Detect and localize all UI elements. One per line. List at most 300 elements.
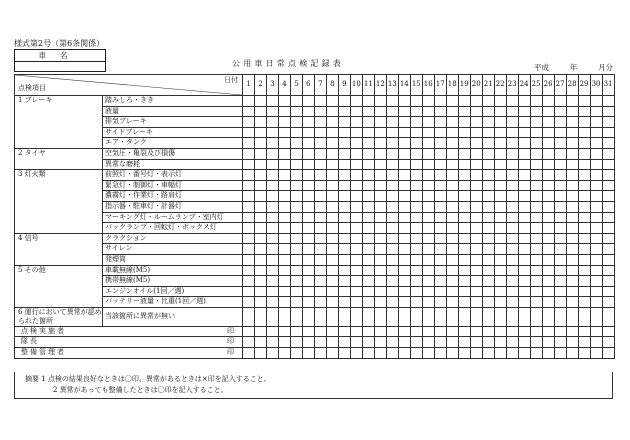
check-cell[interactable] xyxy=(554,191,566,202)
signature-cell[interactable] xyxy=(386,326,398,337)
check-cell[interactable] xyxy=(578,265,590,276)
check-cell[interactable] xyxy=(542,212,554,223)
check-cell[interactable] xyxy=(470,265,482,276)
check-cell[interactable] xyxy=(362,265,374,276)
signature-cell[interactable] xyxy=(434,348,446,359)
check-cell[interactable] xyxy=(458,244,470,255)
check-cell[interactable] xyxy=(434,170,446,181)
check-cell[interactable] xyxy=(266,276,278,287)
check-cell[interactable] xyxy=(482,223,494,234)
check-cell[interactable] xyxy=(578,212,590,223)
check-cell[interactable] xyxy=(254,106,266,117)
check-cell[interactable] xyxy=(458,180,470,191)
check-cell[interactable] xyxy=(446,148,458,159)
signature-cell[interactable] xyxy=(398,326,410,337)
check-cell[interactable] xyxy=(326,106,338,117)
check-cell[interactable] xyxy=(530,307,542,326)
check-cell[interactable] xyxy=(434,244,446,255)
check-cell[interactable] xyxy=(542,201,554,212)
check-cell[interactable] xyxy=(506,233,518,244)
check-cell[interactable] xyxy=(590,297,602,308)
check-cell[interactable] xyxy=(494,212,506,223)
check-cell[interactable] xyxy=(326,96,338,107)
check-cell[interactable] xyxy=(530,201,542,212)
check-cell[interactable] xyxy=(518,265,530,276)
check-cell[interactable] xyxy=(434,233,446,244)
check-cell[interactable] xyxy=(326,138,338,149)
check-cell[interactable] xyxy=(386,148,398,159)
check-cell[interactable] xyxy=(290,276,302,287)
check-cell[interactable] xyxy=(458,106,470,117)
check-cell[interactable] xyxy=(470,223,482,234)
check-cell[interactable] xyxy=(326,307,338,326)
check-cell[interactable] xyxy=(530,244,542,255)
check-cell[interactable] xyxy=(566,307,578,326)
signature-cell[interactable] xyxy=(542,326,554,337)
check-cell[interactable] xyxy=(554,223,566,234)
check-cell[interactable] xyxy=(243,254,255,265)
check-cell[interactable] xyxy=(422,191,434,202)
check-cell[interactable] xyxy=(410,244,422,255)
check-cell[interactable] xyxy=(542,96,554,107)
check-cell[interactable] xyxy=(506,223,518,234)
check-cell[interactable] xyxy=(350,138,362,149)
check-cell[interactable] xyxy=(494,297,506,308)
check-cell[interactable] xyxy=(494,265,506,276)
signature-cell[interactable] xyxy=(326,337,338,348)
signature-cell[interactable] xyxy=(554,326,566,337)
check-cell[interactable] xyxy=(506,191,518,202)
signature-cell[interactable] xyxy=(326,326,338,337)
check-cell[interactable] xyxy=(494,201,506,212)
check-cell[interactable] xyxy=(243,148,255,159)
signature-cell[interactable] xyxy=(566,348,578,359)
check-cell[interactable] xyxy=(554,307,566,326)
check-cell[interactable] xyxy=(326,148,338,159)
check-cell[interactable] xyxy=(350,244,362,255)
signature-cell[interactable] xyxy=(494,337,506,348)
check-cell[interactable] xyxy=(350,127,362,138)
check-cell[interactable] xyxy=(566,96,578,107)
check-cell[interactable] xyxy=(254,96,266,107)
signature-cell[interactable] xyxy=(566,337,578,348)
check-cell[interactable] xyxy=(506,117,518,128)
check-cell[interactable] xyxy=(470,148,482,159)
check-cell[interactable] xyxy=(398,254,410,265)
check-cell[interactable] xyxy=(446,191,458,202)
check-cell[interactable] xyxy=(410,180,422,191)
check-cell[interactable] xyxy=(243,233,255,244)
check-cell[interactable] xyxy=(398,201,410,212)
check-cell[interactable] xyxy=(518,297,530,308)
check-cell[interactable] xyxy=(314,159,326,170)
check-cell[interactable] xyxy=(266,212,278,223)
check-cell[interactable] xyxy=(506,212,518,223)
check-cell[interactable] xyxy=(243,191,255,202)
check-cell[interactable] xyxy=(434,106,446,117)
check-cell[interactable] xyxy=(494,223,506,234)
check-cell[interactable] xyxy=(602,170,614,181)
check-cell[interactable] xyxy=(350,276,362,287)
signature-cell[interactable] xyxy=(350,337,362,348)
check-cell[interactable] xyxy=(266,201,278,212)
signature-cell[interactable] xyxy=(506,326,518,337)
check-cell[interactable] xyxy=(290,307,302,326)
check-cell[interactable] xyxy=(374,201,386,212)
check-cell[interactable] xyxy=(302,307,314,326)
check-cell[interactable] xyxy=(422,233,434,244)
check-cell[interactable] xyxy=(566,286,578,297)
check-cell[interactable] xyxy=(602,276,614,287)
check-cell[interactable] xyxy=(243,297,255,308)
check-cell[interactable] xyxy=(278,297,290,308)
signature-cell[interactable] xyxy=(254,326,266,337)
check-cell[interactable] xyxy=(470,138,482,149)
check-cell[interactable] xyxy=(578,138,590,149)
check-cell[interactable] xyxy=(434,254,446,265)
check-cell[interactable] xyxy=(506,265,518,276)
check-cell[interactable] xyxy=(374,96,386,107)
check-cell[interactable] xyxy=(506,170,518,181)
check-cell[interactable] xyxy=(482,180,494,191)
check-cell[interactable] xyxy=(566,191,578,202)
check-cell[interactable] xyxy=(386,254,398,265)
check-cell[interactable] xyxy=(506,276,518,287)
check-cell[interactable] xyxy=(326,191,338,202)
check-cell[interactable] xyxy=(470,254,482,265)
check-cell[interactable] xyxy=(554,117,566,128)
signature-cell[interactable] xyxy=(386,337,398,348)
check-cell[interactable] xyxy=(494,276,506,287)
check-cell[interactable] xyxy=(410,127,422,138)
check-cell[interactable] xyxy=(578,117,590,128)
vehicle-name-field[interactable] xyxy=(14,61,106,72)
check-cell[interactable] xyxy=(434,180,446,191)
signature-cell[interactable] xyxy=(542,348,554,359)
check-cell[interactable] xyxy=(590,138,602,149)
check-cell[interactable] xyxy=(254,265,266,276)
check-cell[interactable] xyxy=(446,254,458,265)
check-cell[interactable] xyxy=(290,180,302,191)
check-cell[interactable] xyxy=(350,159,362,170)
check-cell[interactable] xyxy=(302,254,314,265)
check-cell[interactable] xyxy=(362,180,374,191)
check-cell[interactable] xyxy=(254,180,266,191)
signature-cell[interactable] xyxy=(446,337,458,348)
check-cell[interactable] xyxy=(602,96,614,107)
check-cell[interactable] xyxy=(374,127,386,138)
check-cell[interactable] xyxy=(254,148,266,159)
signature-cell[interactable] xyxy=(578,337,590,348)
check-cell[interactable] xyxy=(362,138,374,149)
check-cell[interactable] xyxy=(350,180,362,191)
check-cell[interactable] xyxy=(326,233,338,244)
check-cell[interactable] xyxy=(494,254,506,265)
check-cell[interactable] xyxy=(506,127,518,138)
signature-cell[interactable] xyxy=(254,348,266,359)
check-cell[interactable] xyxy=(410,265,422,276)
check-cell[interactable] xyxy=(446,180,458,191)
check-cell[interactable] xyxy=(482,297,494,308)
check-cell[interactable] xyxy=(350,233,362,244)
check-cell[interactable] xyxy=(422,180,434,191)
check-cell[interactable] xyxy=(338,307,350,326)
check-cell[interactable] xyxy=(290,191,302,202)
signature-cell[interactable] xyxy=(458,326,470,337)
signature-cell[interactable] xyxy=(243,326,255,337)
check-cell[interactable] xyxy=(386,170,398,181)
check-cell[interactable] xyxy=(314,307,326,326)
signature-cell[interactable] xyxy=(422,337,434,348)
check-cell[interactable] xyxy=(243,265,255,276)
check-cell[interactable] xyxy=(410,307,422,326)
check-cell[interactable] xyxy=(350,286,362,297)
signature-cell[interactable] xyxy=(314,326,326,337)
check-cell[interactable] xyxy=(386,159,398,170)
check-cell[interactable] xyxy=(482,117,494,128)
check-cell[interactable] xyxy=(578,127,590,138)
check-cell[interactable] xyxy=(374,212,386,223)
check-cell[interactable] xyxy=(602,148,614,159)
check-cell[interactable] xyxy=(326,117,338,128)
check-cell[interactable] xyxy=(374,148,386,159)
signature-cell[interactable] xyxy=(506,337,518,348)
check-cell[interactable] xyxy=(494,244,506,255)
check-cell[interactable] xyxy=(254,191,266,202)
check-cell[interactable] xyxy=(494,170,506,181)
check-cell[interactable] xyxy=(302,233,314,244)
check-cell[interactable] xyxy=(566,244,578,255)
check-cell[interactable] xyxy=(590,223,602,234)
check-cell[interactable] xyxy=(266,127,278,138)
check-cell[interactable] xyxy=(410,223,422,234)
signature-cell[interactable] xyxy=(434,326,446,337)
check-cell[interactable] xyxy=(434,117,446,128)
check-cell[interactable] xyxy=(386,138,398,149)
check-cell[interactable] xyxy=(386,180,398,191)
signature-cell[interactable] xyxy=(506,348,518,359)
signature-cell[interactable] xyxy=(362,326,374,337)
check-cell[interactable] xyxy=(314,180,326,191)
check-cell[interactable] xyxy=(410,96,422,107)
check-cell[interactable] xyxy=(482,127,494,138)
check-cell[interactable] xyxy=(542,244,554,255)
check-cell[interactable] xyxy=(302,106,314,117)
check-cell[interactable] xyxy=(302,286,314,297)
check-cell[interactable] xyxy=(458,223,470,234)
signature-cell[interactable] xyxy=(410,337,422,348)
signature-cell[interactable] xyxy=(590,337,602,348)
signature-cell[interactable] xyxy=(470,326,482,337)
check-cell[interactable] xyxy=(590,265,602,276)
check-cell[interactable] xyxy=(458,254,470,265)
check-cell[interactable] xyxy=(374,117,386,128)
check-cell[interactable] xyxy=(542,191,554,202)
check-cell[interactable] xyxy=(590,201,602,212)
check-cell[interactable] xyxy=(278,265,290,276)
check-cell[interactable] xyxy=(254,254,266,265)
check-cell[interactable] xyxy=(266,170,278,181)
check-cell[interactable] xyxy=(326,286,338,297)
signature-cell[interactable] xyxy=(254,337,266,348)
check-cell[interactable] xyxy=(243,201,255,212)
check-cell[interactable] xyxy=(278,117,290,128)
check-cell[interactable] xyxy=(434,297,446,308)
signature-cell[interactable] xyxy=(458,337,470,348)
check-cell[interactable] xyxy=(374,297,386,308)
check-cell[interactable] xyxy=(410,148,422,159)
check-cell[interactable] xyxy=(314,170,326,181)
check-cell[interactable] xyxy=(470,159,482,170)
check-cell[interactable] xyxy=(458,127,470,138)
signature-cell[interactable] xyxy=(398,348,410,359)
check-cell[interactable] xyxy=(302,117,314,128)
signature-cell[interactable] xyxy=(590,326,602,337)
check-cell[interactable] xyxy=(434,191,446,202)
check-cell[interactable] xyxy=(566,201,578,212)
check-cell[interactable] xyxy=(518,127,530,138)
check-cell[interactable] xyxy=(434,159,446,170)
check-cell[interactable] xyxy=(506,286,518,297)
check-cell[interactable] xyxy=(458,138,470,149)
check-cell[interactable] xyxy=(374,307,386,326)
check-cell[interactable] xyxy=(410,117,422,128)
check-cell[interactable] xyxy=(602,127,614,138)
check-cell[interactable] xyxy=(434,307,446,326)
check-cell[interactable] xyxy=(578,170,590,181)
check-cell[interactable] xyxy=(518,307,530,326)
check-cell[interactable] xyxy=(518,117,530,128)
check-cell[interactable] xyxy=(542,286,554,297)
check-cell[interactable] xyxy=(290,138,302,149)
check-cell[interactable] xyxy=(362,159,374,170)
check-cell[interactable] xyxy=(350,201,362,212)
check-cell[interactable] xyxy=(554,297,566,308)
signature-cell[interactable] xyxy=(434,337,446,348)
check-cell[interactable] xyxy=(482,286,494,297)
check-cell[interactable] xyxy=(530,117,542,128)
check-cell[interactable] xyxy=(590,148,602,159)
check-cell[interactable] xyxy=(470,233,482,244)
check-cell[interactable] xyxy=(566,254,578,265)
check-cell[interactable] xyxy=(243,307,255,326)
check-cell[interactable] xyxy=(338,297,350,308)
check-cell[interactable] xyxy=(398,297,410,308)
check-cell[interactable] xyxy=(254,201,266,212)
check-cell[interactable] xyxy=(518,201,530,212)
check-cell[interactable] xyxy=(446,201,458,212)
check-cell[interactable] xyxy=(506,297,518,308)
check-cell[interactable] xyxy=(254,244,266,255)
check-cell[interactable] xyxy=(338,170,350,181)
check-cell[interactable] xyxy=(566,106,578,117)
check-cell[interactable] xyxy=(566,223,578,234)
check-cell[interactable] xyxy=(278,106,290,117)
check-cell[interactable] xyxy=(458,265,470,276)
check-cell[interactable] xyxy=(482,307,494,326)
check-cell[interactable] xyxy=(386,117,398,128)
check-cell[interactable] xyxy=(398,170,410,181)
check-cell[interactable] xyxy=(578,233,590,244)
signature-cell[interactable] xyxy=(494,348,506,359)
check-cell[interactable] xyxy=(254,233,266,244)
check-cell[interactable] xyxy=(254,286,266,297)
check-cell[interactable] xyxy=(494,96,506,107)
check-cell[interactable] xyxy=(290,297,302,308)
signature-cell[interactable] xyxy=(350,326,362,337)
check-cell[interactable] xyxy=(338,106,350,117)
check-cell[interactable] xyxy=(326,297,338,308)
check-cell[interactable] xyxy=(554,244,566,255)
check-cell[interactable] xyxy=(590,191,602,202)
check-cell[interactable] xyxy=(278,276,290,287)
check-cell[interactable] xyxy=(278,170,290,181)
check-cell[interactable] xyxy=(422,307,434,326)
signature-cell[interactable] xyxy=(530,337,542,348)
check-cell[interactable] xyxy=(470,170,482,181)
check-cell[interactable] xyxy=(542,148,554,159)
check-cell[interactable] xyxy=(266,191,278,202)
check-cell[interactable] xyxy=(422,212,434,223)
check-cell[interactable] xyxy=(566,159,578,170)
check-cell[interactable] xyxy=(602,286,614,297)
check-cell[interactable] xyxy=(362,276,374,287)
check-cell[interactable] xyxy=(434,148,446,159)
check-cell[interactable] xyxy=(422,286,434,297)
check-cell[interactable] xyxy=(590,127,602,138)
check-cell[interactable] xyxy=(578,106,590,117)
check-cell[interactable] xyxy=(542,117,554,128)
check-cell[interactable] xyxy=(506,106,518,117)
check-cell[interactable] xyxy=(243,138,255,149)
signature-cell[interactable] xyxy=(554,337,566,348)
check-cell[interactable] xyxy=(518,96,530,107)
check-cell[interactable] xyxy=(243,96,255,107)
check-cell[interactable] xyxy=(506,244,518,255)
signature-cell[interactable] xyxy=(266,348,278,359)
check-cell[interactable] xyxy=(338,159,350,170)
check-cell[interactable] xyxy=(422,96,434,107)
signature-cell[interactable] xyxy=(446,348,458,359)
signature-cell[interactable] xyxy=(302,348,314,359)
check-cell[interactable] xyxy=(422,244,434,255)
check-cell[interactable] xyxy=(434,212,446,223)
check-cell[interactable] xyxy=(446,117,458,128)
check-cell[interactable] xyxy=(518,244,530,255)
check-cell[interactable] xyxy=(398,212,410,223)
signature-cell[interactable] xyxy=(266,326,278,337)
check-cell[interactable] xyxy=(506,159,518,170)
check-cell[interactable] xyxy=(578,276,590,287)
check-cell[interactable] xyxy=(362,148,374,159)
check-cell[interactable] xyxy=(290,223,302,234)
check-cell[interactable] xyxy=(302,96,314,107)
signature-cell[interactable] xyxy=(422,326,434,337)
check-cell[interactable] xyxy=(518,159,530,170)
check-cell[interactable] xyxy=(302,159,314,170)
check-cell[interactable] xyxy=(506,138,518,149)
check-cell[interactable] xyxy=(278,127,290,138)
check-cell[interactable] xyxy=(302,244,314,255)
check-cell[interactable] xyxy=(410,286,422,297)
check-cell[interactable] xyxy=(530,180,542,191)
check-cell[interactable] xyxy=(350,265,362,276)
check-cell[interactable] xyxy=(458,276,470,287)
check-cell[interactable] xyxy=(398,117,410,128)
check-cell[interactable] xyxy=(446,265,458,276)
check-cell[interactable] xyxy=(243,159,255,170)
check-cell[interactable] xyxy=(350,307,362,326)
